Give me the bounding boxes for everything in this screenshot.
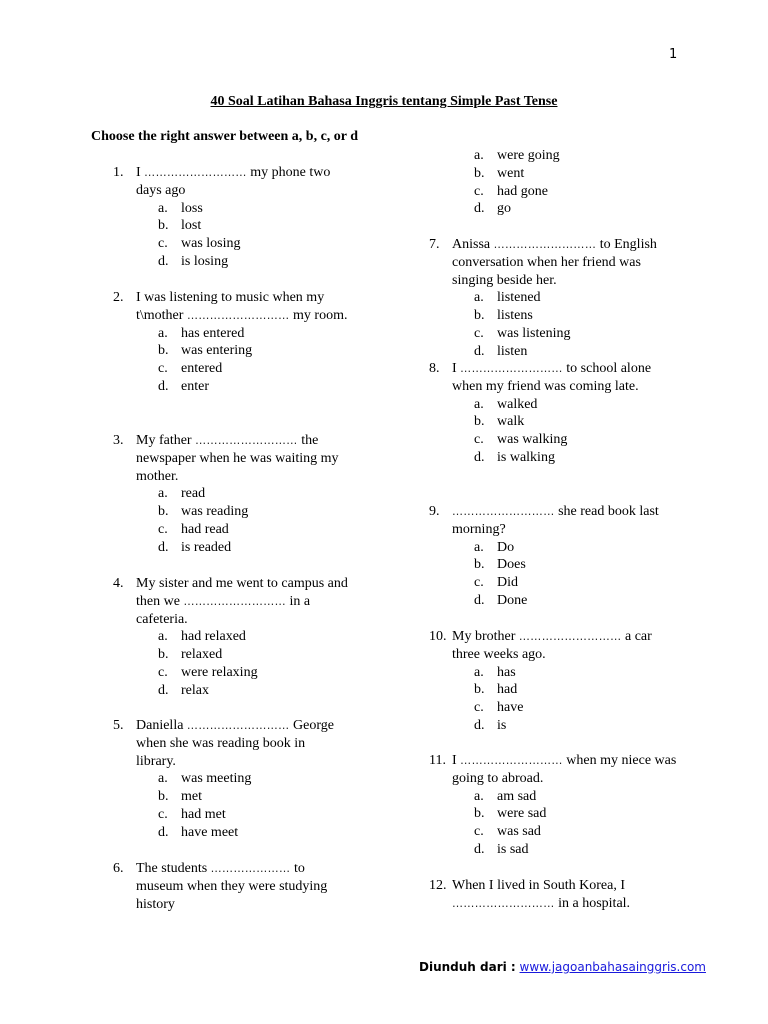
question-stem <box>136 289 348 325</box>
option-text: listens <box>497 308 533 324</box>
stem-text: I <box>136 165 145 180</box>
option-text: is <box>497 717 507 733</box>
question-number: 6. <box>113 861 124 876</box>
option-a[interactable] <box>474 289 681 307</box>
stem-text: in a cafeteria. <box>136 593 311 627</box>
option-text: has entered <box>181 325 245 341</box>
option-letter: c. <box>158 236 168 252</box>
answer-blank: ……………………… <box>493 238 597 251</box>
option-letter: d. <box>474 841 485 857</box>
question-number: 8. <box>429 361 440 376</box>
question-stem <box>136 717 348 770</box>
option-letter: d. <box>474 717 485 733</box>
document-title: 40 Soal Latihan Bahasa Inggris tentang Simple Past Tense <box>210 94 558 109</box>
option-text: listened <box>497 290 541 306</box>
stem-text: My brother <box>452 629 519 644</box>
option-text: Does <box>497 557 526 573</box>
question-4 <box>113 575 348 700</box>
option-b[interactable] <box>158 503 348 521</box>
options-list <box>452 289 681 360</box>
option-a[interactable] <box>474 147 664 165</box>
option-text: had gone <box>497 183 548 199</box>
option-letter: a. <box>474 148 484 163</box>
option-text: is readed <box>181 539 232 555</box>
option-letter: c. <box>158 664 168 680</box>
option-c[interactable] <box>474 699 681 717</box>
option-b[interactable] <box>158 646 348 664</box>
question-11 <box>429 752 681 859</box>
option-text: relaxed <box>181 647 223 663</box>
option-letter: b. <box>158 218 169 234</box>
stem-text: the newspaper when he was waiting my mother. <box>136 433 339 484</box>
option-a[interactable] <box>158 770 348 788</box>
stem-text: when my niece was going to abroad. <box>452 753 677 786</box>
option-letter: b. <box>474 682 485 698</box>
option-c[interactable] <box>158 521 348 539</box>
option-a[interactable] <box>474 788 681 806</box>
option-letter: b. <box>474 557 485 573</box>
option-b[interactable] <box>474 805 681 823</box>
stem-text: I <box>452 361 461 376</box>
option-letter: d. <box>474 449 485 465</box>
option-a[interactable] <box>474 539 681 557</box>
answer-blank: ……………………… <box>518 630 622 643</box>
option-letter: b. <box>158 343 169 359</box>
option-text: was sad <box>497 824 541 840</box>
option-b[interactable] <box>474 413 681 431</box>
option-letter: a. <box>474 788 484 804</box>
stem-text: to museum when they were studying history <box>136 861 328 912</box>
option-text: enter <box>181 378 209 394</box>
option-text: was meeting <box>181 771 252 787</box>
question-stem <box>136 575 348 628</box>
question-number: 1. <box>113 165 124 180</box>
footer-label: Diunduh dari : <box>419 960 516 974</box>
option-a[interactable] <box>158 200 348 218</box>
option-letter: a. <box>158 325 168 341</box>
option-letter: b. <box>474 414 485 430</box>
answer-blank: ……………………… <box>186 308 290 322</box>
options-list <box>136 770 348 841</box>
option-c[interactable] <box>158 664 348 682</box>
option-letter: d. <box>158 539 169 555</box>
question-6-options-continued <box>429 147 664 218</box>
question-number: 5. <box>113 718 124 733</box>
option-c[interactable] <box>474 183 664 201</box>
stem-text: George when she was reading book in library. <box>136 718 334 769</box>
option-letter: a. <box>474 539 484 555</box>
option-letter: c. <box>474 824 484 840</box>
answer-blank: ……………………… <box>183 594 287 608</box>
option-text: entered <box>181 361 223 377</box>
answer-blank: ……………………… <box>186 719 290 732</box>
question-5 <box>113 717 348 842</box>
option-letter: b. <box>474 308 485 324</box>
option-b[interactable] <box>474 556 681 574</box>
stem-text: Daniella <box>136 718 187 733</box>
option-text: is losing <box>181 253 229 269</box>
option-text: Done <box>497 592 528 608</box>
option-c[interactable] <box>158 360 348 378</box>
option-text: Did <box>497 575 518 591</box>
options-list <box>452 664 681 735</box>
stem-text: Anissa <box>452 237 494 252</box>
option-d[interactable] <box>158 824 348 842</box>
question-2 <box>113 289 348 396</box>
stem-text: The students <box>136 861 211 876</box>
options-list <box>136 200 348 271</box>
question-12 <box>429 877 681 913</box>
answer-blank: ………………… <box>210 862 291 875</box>
option-letter: d. <box>158 378 169 394</box>
option-d[interactable] <box>474 449 681 467</box>
option-letter: a. <box>158 200 168 216</box>
stem-text: My sister and me went to campus and then we <box>136 576 348 609</box>
question-stem <box>452 628 681 664</box>
stem-text: to school alone when my friend was coming late. <box>452 361 652 394</box>
option-b[interactable] <box>474 681 681 699</box>
option-c[interactable] <box>474 574 681 592</box>
answer-blank: ……………………… <box>460 754 563 767</box>
option-d[interactable] <box>474 841 681 859</box>
question-number: 12. <box>429 878 447 893</box>
stem-text: in a hospital. <box>554 895 631 911</box>
option-a[interactable] <box>474 664 681 682</box>
option-letter: c. <box>474 575 484 591</box>
question-stem <box>452 877 681 913</box>
stem-text: When I lived in South Korea, I <box>452 878 626 893</box>
question-stem <box>452 503 681 539</box>
question-stem <box>452 360 681 396</box>
option-text: was entering <box>181 343 253 359</box>
question-number: 9. <box>429 504 440 519</box>
option-letter: b. <box>158 647 169 663</box>
option-d[interactable] <box>474 717 681 735</box>
option-c[interactable] <box>474 823 681 841</box>
stem-text: my room. <box>289 307 348 323</box>
option-letter: d. <box>158 682 169 698</box>
option-d[interactable] <box>474 343 681 361</box>
question-number: 11. <box>429 753 446 768</box>
option-text: have <box>497 700 524 716</box>
option-text: walk <box>497 414 525 430</box>
question-number: 10. <box>429 629 447 644</box>
option-c[interactable] <box>474 431 681 449</box>
question-number: 7. <box>429 237 440 252</box>
option-text: had <box>497 682 518 698</box>
option-text: met <box>181 789 202 805</box>
option-letter: a. <box>474 290 484 306</box>
option-text: walked <box>497 396 538 412</box>
option-letter: a. <box>158 486 168 502</box>
option-b[interactable] <box>474 165 664 183</box>
footer <box>419 960 706 974</box>
option-letter: a. <box>474 396 484 412</box>
option-letter: b. <box>158 504 169 520</box>
stem-text: I <box>452 753 461 768</box>
options-list <box>136 485 348 556</box>
option-text: was listening <box>497 325 571 341</box>
option-letter: c. <box>158 521 168 537</box>
answer-blank: ……………………… <box>195 434 298 447</box>
option-letter: c. <box>474 700 484 716</box>
stem-text: to English conversation when her friend was singing beside her. <box>452 237 657 288</box>
options-list <box>452 396 681 467</box>
answer-blank: ……………………… <box>144 166 247 179</box>
question-9 <box>429 503 681 610</box>
options-list <box>136 325 348 396</box>
option-d[interactable] <box>158 253 348 271</box>
option-d[interactable] <box>474 200 664 218</box>
option-text: were sad <box>497 806 547 822</box>
option-text: were going <box>497 148 560 163</box>
question-number: 4. <box>113 576 124 591</box>
option-text: Do <box>497 539 515 555</box>
option-text: has <box>497 664 516 680</box>
question-stem <box>136 164 348 200</box>
option-text: am sad <box>497 788 537 804</box>
option-c[interactable] <box>474 325 681 343</box>
question-3 <box>113 432 348 557</box>
instruction: Choose the right answer between a, b, c, or d <box>91 129 359 144</box>
question-stem <box>452 752 681 788</box>
option-text: go <box>497 201 511 217</box>
option-letter: a. <box>158 629 168 645</box>
question-7 <box>429 236 681 361</box>
question-8 <box>429 360 681 467</box>
options-list <box>136 628 348 699</box>
options-list <box>452 788 681 859</box>
option-text: is walking <box>497 449 555 465</box>
option-text: was walking <box>497 432 568 448</box>
question-number: 3. <box>113 433 124 448</box>
option-letter: c. <box>474 432 484 448</box>
option-c[interactable] <box>158 235 348 253</box>
option-text: went <box>497 165 525 181</box>
option-letter: b. <box>474 806 485 822</box>
option-letter: c. <box>158 806 168 822</box>
option-d[interactable] <box>158 539 348 557</box>
question-stem <box>136 432 348 485</box>
question-1 <box>113 164 348 271</box>
option-letter: b. <box>158 789 169 805</box>
option-letter: c. <box>474 183 484 199</box>
question-6 <box>113 860 348 913</box>
option-text: lost <box>181 218 202 234</box>
option-c[interactable] <box>158 806 348 824</box>
page-number: 1 <box>669 47 678 62</box>
option-b[interactable] <box>158 788 348 806</box>
footer-link[interactable]: www.jagoanbahasainggris.com <box>519 960 706 974</box>
option-letter: d. <box>158 253 169 269</box>
option-a[interactable] <box>158 628 348 646</box>
option-a[interactable] <box>474 396 681 414</box>
stem-text: a car three weeks ago. <box>452 629 652 662</box>
option-letter: a. <box>474 664 484 680</box>
option-text: have meet <box>181 824 239 840</box>
option-text: had met <box>181 806 226 822</box>
option-text: had read <box>181 521 229 537</box>
option-text: loss <box>181 200 203 216</box>
option-text: had relaxed <box>181 629 246 645</box>
stem-text: she read book last morning? <box>452 504 659 537</box>
option-letter: d. <box>474 592 485 608</box>
option-text: is sad <box>497 841 529 857</box>
option-d[interactable] <box>474 592 681 610</box>
option-text: were relaxing <box>181 664 258 680</box>
option-a[interactable] <box>158 325 348 343</box>
question-number: 2. <box>113 290 124 305</box>
options-list <box>452 539 681 610</box>
option-text: listen <box>497 343 528 359</box>
stem-text: my phone two days ago <box>136 165 331 198</box>
option-text: read <box>181 486 206 502</box>
question-stem <box>452 236 681 289</box>
option-text: was reading <box>181 504 249 520</box>
option-b[interactable] <box>474 307 681 325</box>
option-b[interactable] <box>158 217 348 235</box>
answer-blank: ……………………… <box>452 896 555 910</box>
stem-text: My father <box>136 433 196 448</box>
option-letter: d. <box>474 201 485 217</box>
option-letter: d. <box>158 824 169 840</box>
option-b[interactable] <box>158 342 348 360</box>
option-d[interactable] <box>158 378 348 396</box>
answer-blank: ……………………… <box>452 505 555 518</box>
answer-blank: ……………………… <box>460 362 563 375</box>
option-letter: a. <box>158 771 168 787</box>
question-10 <box>429 628 681 735</box>
option-letter: c. <box>474 325 484 341</box>
option-d[interactable] <box>158 682 348 700</box>
option-letter: c. <box>158 361 168 377</box>
option-a[interactable] <box>158 485 348 503</box>
option-letter: b. <box>474 165 485 181</box>
question-stem <box>136 860 348 913</box>
option-text: relax <box>181 682 209 698</box>
option-letter: d. <box>474 343 485 359</box>
stem-text: I was listening to music when my t\mother <box>136 290 325 323</box>
option-text: was losing <box>181 236 241 252</box>
